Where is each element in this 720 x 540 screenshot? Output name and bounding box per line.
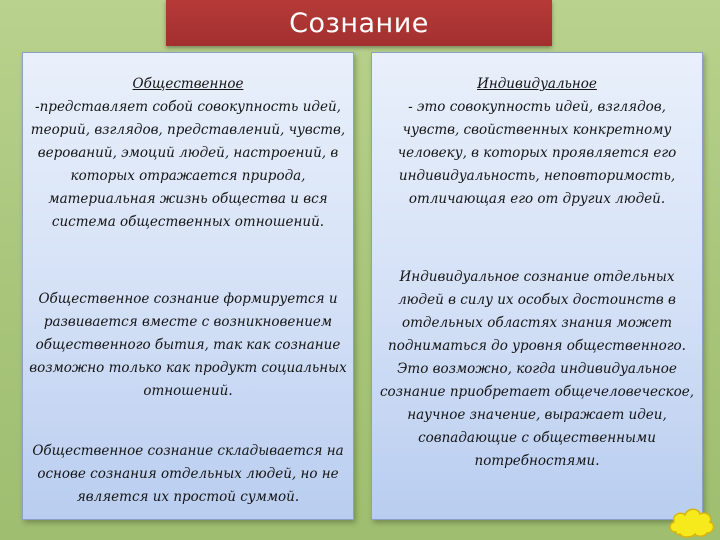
- page-title: Сознание: [289, 7, 429, 39]
- individual-definition-block: [378, 73, 696, 211]
- social-composition: Общественное сознание складывается на основе сознания отдельных людей, но не является их простой суммой.: [32, 443, 344, 505]
- social-heading: Общественное: [132, 76, 244, 92]
- individual-heading: Индивидуальное: [477, 76, 597, 92]
- social-definition-block: [29, 73, 347, 234]
- individual-consciousness-panel: [371, 52, 703, 520]
- social-formation: Общественное сознание формируется и развивается вместе с возникновением общественного бытия, так как сознание возможно только как продукт социальных отношений.: [29, 291, 347, 399]
- title-bar: [166, 0, 552, 46]
- social-consciousness-panel: [22, 52, 354, 520]
- cloud-icon: [666, 504, 716, 538]
- social-definition: -представляет собой совокупность идей, теорий, взглядов, представлений, чувств, верований, эмоций людей, настроений, в которых отражается природа, материальная жизнь общества и вся система общественных отношений.: [30, 99, 346, 230]
- individual-elevation: Индивидуальное сознание отдельных людей в силу их особых достоинств в отдельных областях знания может подниматься до уровня общественного. Это возможно, когда индивидуальное сознание приобретает общечеловеческое, научное значение, выражает идеи, совпадающие с общественными потребностями.: [379, 269, 695, 469]
- individual-definition: - это совокупность идей, взглядов, чувств, свойственных конкретному человеку, в которых проявляется его индивидуальность, неповторимость, отличающая его от других людей.: [397, 99, 677, 207]
